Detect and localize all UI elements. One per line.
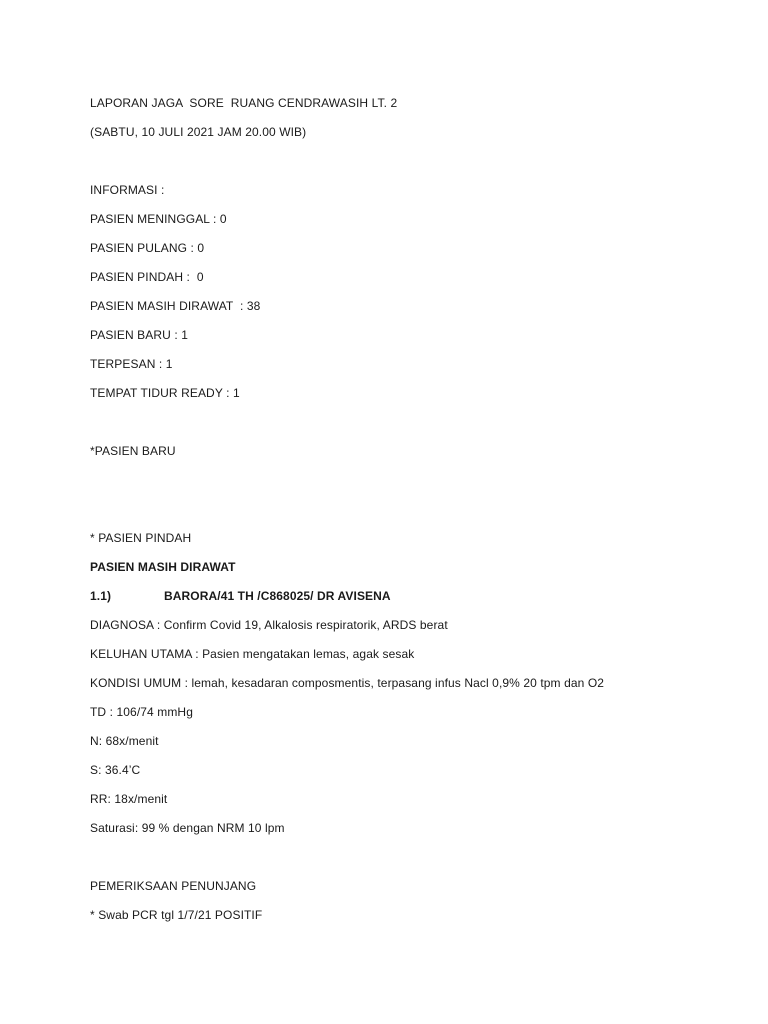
penunjang-swab: * Swab PCR tgl 1/7/21 POSITIF (90, 908, 263, 922)
patient-saturasi: Saturasi: 99 % dengan NRM 10 lpm (90, 821, 285, 835)
patient-td: TD : 106/74 mmHg (90, 705, 193, 719)
pasien-baru: PASIEN BARU : 1 (90, 328, 188, 342)
patient-identity: BARORA/41 TH /C868025/ DR AVISENA (164, 589, 391, 603)
section-pasien-baru: *PASIEN BARU (90, 444, 176, 458)
tempat-tidur-ready: TEMPAT TIDUR READY : 1 (90, 386, 240, 400)
informasi-heading: INFORMASI : (90, 183, 165, 197)
patient-rr: RR: 18x/menit (90, 792, 168, 806)
patient-number: 1.1) (90, 589, 112, 603)
patient-kondisi: KONDISI UMUM : lemah, kesadaran composmentis, terpasang infus Nacl 0,9% 20 tpm dan O2 (90, 676, 605, 690)
pasien-masih-dirawat: PASIEN MASIH DIRAWAT : 38 (90, 299, 261, 313)
patient-diagnosa: DIAGNOSA : Confirm Covid 19, Alkalosis respiratorik, ARDS berat (90, 618, 448, 632)
report-title: LAPORAN JAGA SORE RUANG CENDRAWASIH LT. 2 (90, 96, 398, 110)
report-datetime: (SABTU, 10 JULI 2021 JAM 20.00 WIB) (90, 125, 307, 139)
section-pasien-pindah: * PASIEN PINDAH (90, 531, 192, 545)
section-pasien-masih-dirawat: PASIEN MASIH DIRAWAT (90, 560, 236, 574)
pasien-meninggal: PASIEN MENINGGAL : 0 (90, 212, 227, 226)
pasien-pulang: PASIEN PULANG : 0 (90, 241, 205, 255)
penunjang-heading: PEMERIKSAAN PENUNJANG (90, 879, 257, 893)
pasien-pindah: PASIEN PINDAH : 0 (90, 270, 204, 284)
terpesan: TERPESAN : 1 (90, 357, 173, 371)
patient-keluhan: KELUHAN UTAMA : Pasien mengatakan lemas, agak sesak (90, 647, 415, 661)
patient-suhu: S: 36.4’C (90, 763, 141, 777)
patient-nadi: N: 68x/menit (90, 734, 159, 748)
patient-header (90, 588, 391, 604)
